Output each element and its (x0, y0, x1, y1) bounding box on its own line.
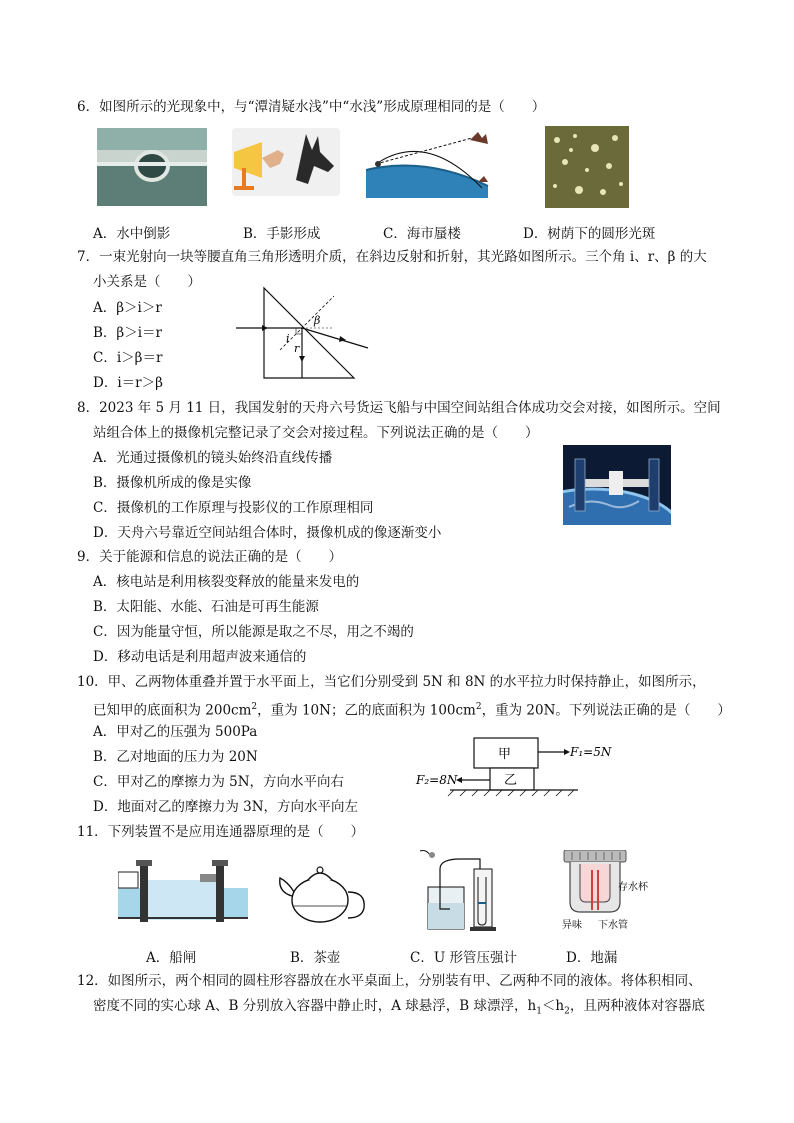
q12-stem-line1: 12．如图所示，两个相同的圆柱形容器放在水平桌面上，分别装有甲、乙两种不同的液体。将体积相同、 (77, 973, 702, 989)
q6-option-a[interactable]: A．水中倒影 (93, 226, 171, 242)
q10-option-c[interactable]: C．甲对乙的摩擦力为 5N，方向水平向右 (93, 774, 345, 790)
f2-label: F₂=8N (416, 773, 458, 787)
q8-option-c[interactable]: C．摄像机的工作原理与投影仪的工作原理相同 (93, 500, 374, 516)
q7-option-d[interactable]: D．i＝r＞β (93, 375, 163, 391)
q6-option-c[interactable]: C．海市蜃楼 (383, 226, 461, 242)
stacked-blocks-force-diagram (414, 734, 614, 800)
q8-stem-line2: 站组合体上的摄像机完整记录了交会对接过程。下列说法正确的是（ ） (93, 425, 539, 441)
q12-stem-line2: 密度不同的实心球 A、B 分别放入容器中静止时，A 球悬浮，B 球漂浮，$h_1<h_2$，且两种液体对容器底 (93, 998, 705, 1017)
q11-option-d[interactable]: D．地漏 (566, 950, 618, 966)
cup-label: 存水杯 (618, 882, 648, 893)
q8-stem-line1: 8．2023 年 5 月 11 日，我国发射的天舟六号货运飞船与中国空间站组合体成功交会对接，如图所示。空间 (77, 400, 721, 416)
i-label: i (286, 332, 290, 345)
q7-stem-line1: 7．一束光射向一块等腰直角三角形透明介质，在斜边反射和折射，其光路如图所示。三个角 i、r、β 的大 (77, 249, 707, 265)
q9-option-b[interactable]: B．太阳能、水能、石油是可再生能源 (93, 599, 319, 615)
q10-option-d[interactable]: D．地面对乙的摩擦力为 3N，方向水平向左 (93, 799, 359, 815)
yi-block-label: 乙 (504, 773, 518, 788)
q8-option-b[interactable]: B．摄像机所成的像是实像 (93, 475, 252, 491)
q6-option-b[interactable]: B．手影形成 (243, 226, 321, 242)
hand-shadow-image (232, 128, 340, 196)
prism-light-path-diagram (236, 286, 372, 382)
pipe-label: 下水管 (598, 920, 628, 931)
floor-drain-image (560, 850, 652, 932)
q10-stem-line2: 已知甲的底面积为 $200cm^2$，重为 10N；乙的底面积为 $100cm^2$，重为 20N。下列说法正确的是（ ） (93, 702, 731, 719)
teapot-image (278, 862, 372, 926)
q9-stem: 9．关于能源和信息的说法正确的是（ ） (77, 549, 343, 565)
beta-label: β (314, 314, 321, 327)
q11-option-b[interactable]: B．茶壶 (290, 950, 341, 966)
q6-stem: 6．如图所示的光现象中，与“潭清疑水浅”中“水浅”形成原理相同的是（ ） (77, 99, 546, 115)
q6-option-d[interactable]: D．树荫下的圆形光斑 (523, 226, 656, 242)
q9-option-c[interactable]: C．因为能量守恒，所以能源是取之不尽，用之不竭的 (93, 624, 414, 640)
q8-option-d[interactable]: D．天舟六号靠近空间站组合体时，摄像机成的像逐渐变小 (93, 525, 442, 541)
q10-stem-line1: 10．甲、乙两物体重叠并置于水平面上，当它们分别受到 5N 和 8N 的水平拉力时保持静止，如图所示， (77, 674, 706, 690)
q9-option-a[interactable]: A．核电站是利用核裂变释放的能量来发电的 (93, 574, 360, 590)
mirage-diagram-image (366, 126, 491, 198)
q7-option-c[interactable]: C．i＞β＝r (93, 350, 163, 366)
tree-shade-spots-image (545, 126, 629, 208)
q10-option-a[interactable]: A．甲对乙的压强为 500Pa (93, 724, 258, 740)
jia-block-label: 甲 (498, 747, 512, 762)
q7-stem-line2: 小关系是（ ） (93, 274, 201, 290)
bridge-reflection-image (97, 128, 207, 206)
q9-option-d[interactable]: D．移动电话是利用超声波来通信的 (93, 649, 307, 665)
space-station-image (563, 445, 671, 525)
q11-stem: 11．下列装置不是应用连通器原理的是（ ） (77, 824, 365, 840)
smell-label: 异味 (562, 920, 582, 931)
q11-option-c[interactable]: C．U 形管压强计 (410, 950, 517, 966)
ship-lock-image (118, 852, 248, 932)
q10-option-b[interactable]: B．乙对地面的压力为 20N (93, 749, 258, 765)
f1-label: F₁=5N (570, 745, 612, 759)
r-label: r (294, 342, 300, 355)
q8-option-a[interactable]: A．光通过摄像机的镜头始终沿直线传播 (93, 450, 333, 466)
u-tube-pressure-gauge-image (410, 847, 502, 933)
q7-option-b[interactable]: B．β＞i＝r (93, 325, 162, 341)
q7-option-a[interactable]: A．β＞i＞r (93, 300, 162, 316)
q11-option-a[interactable]: A．船闸 (146, 950, 197, 966)
